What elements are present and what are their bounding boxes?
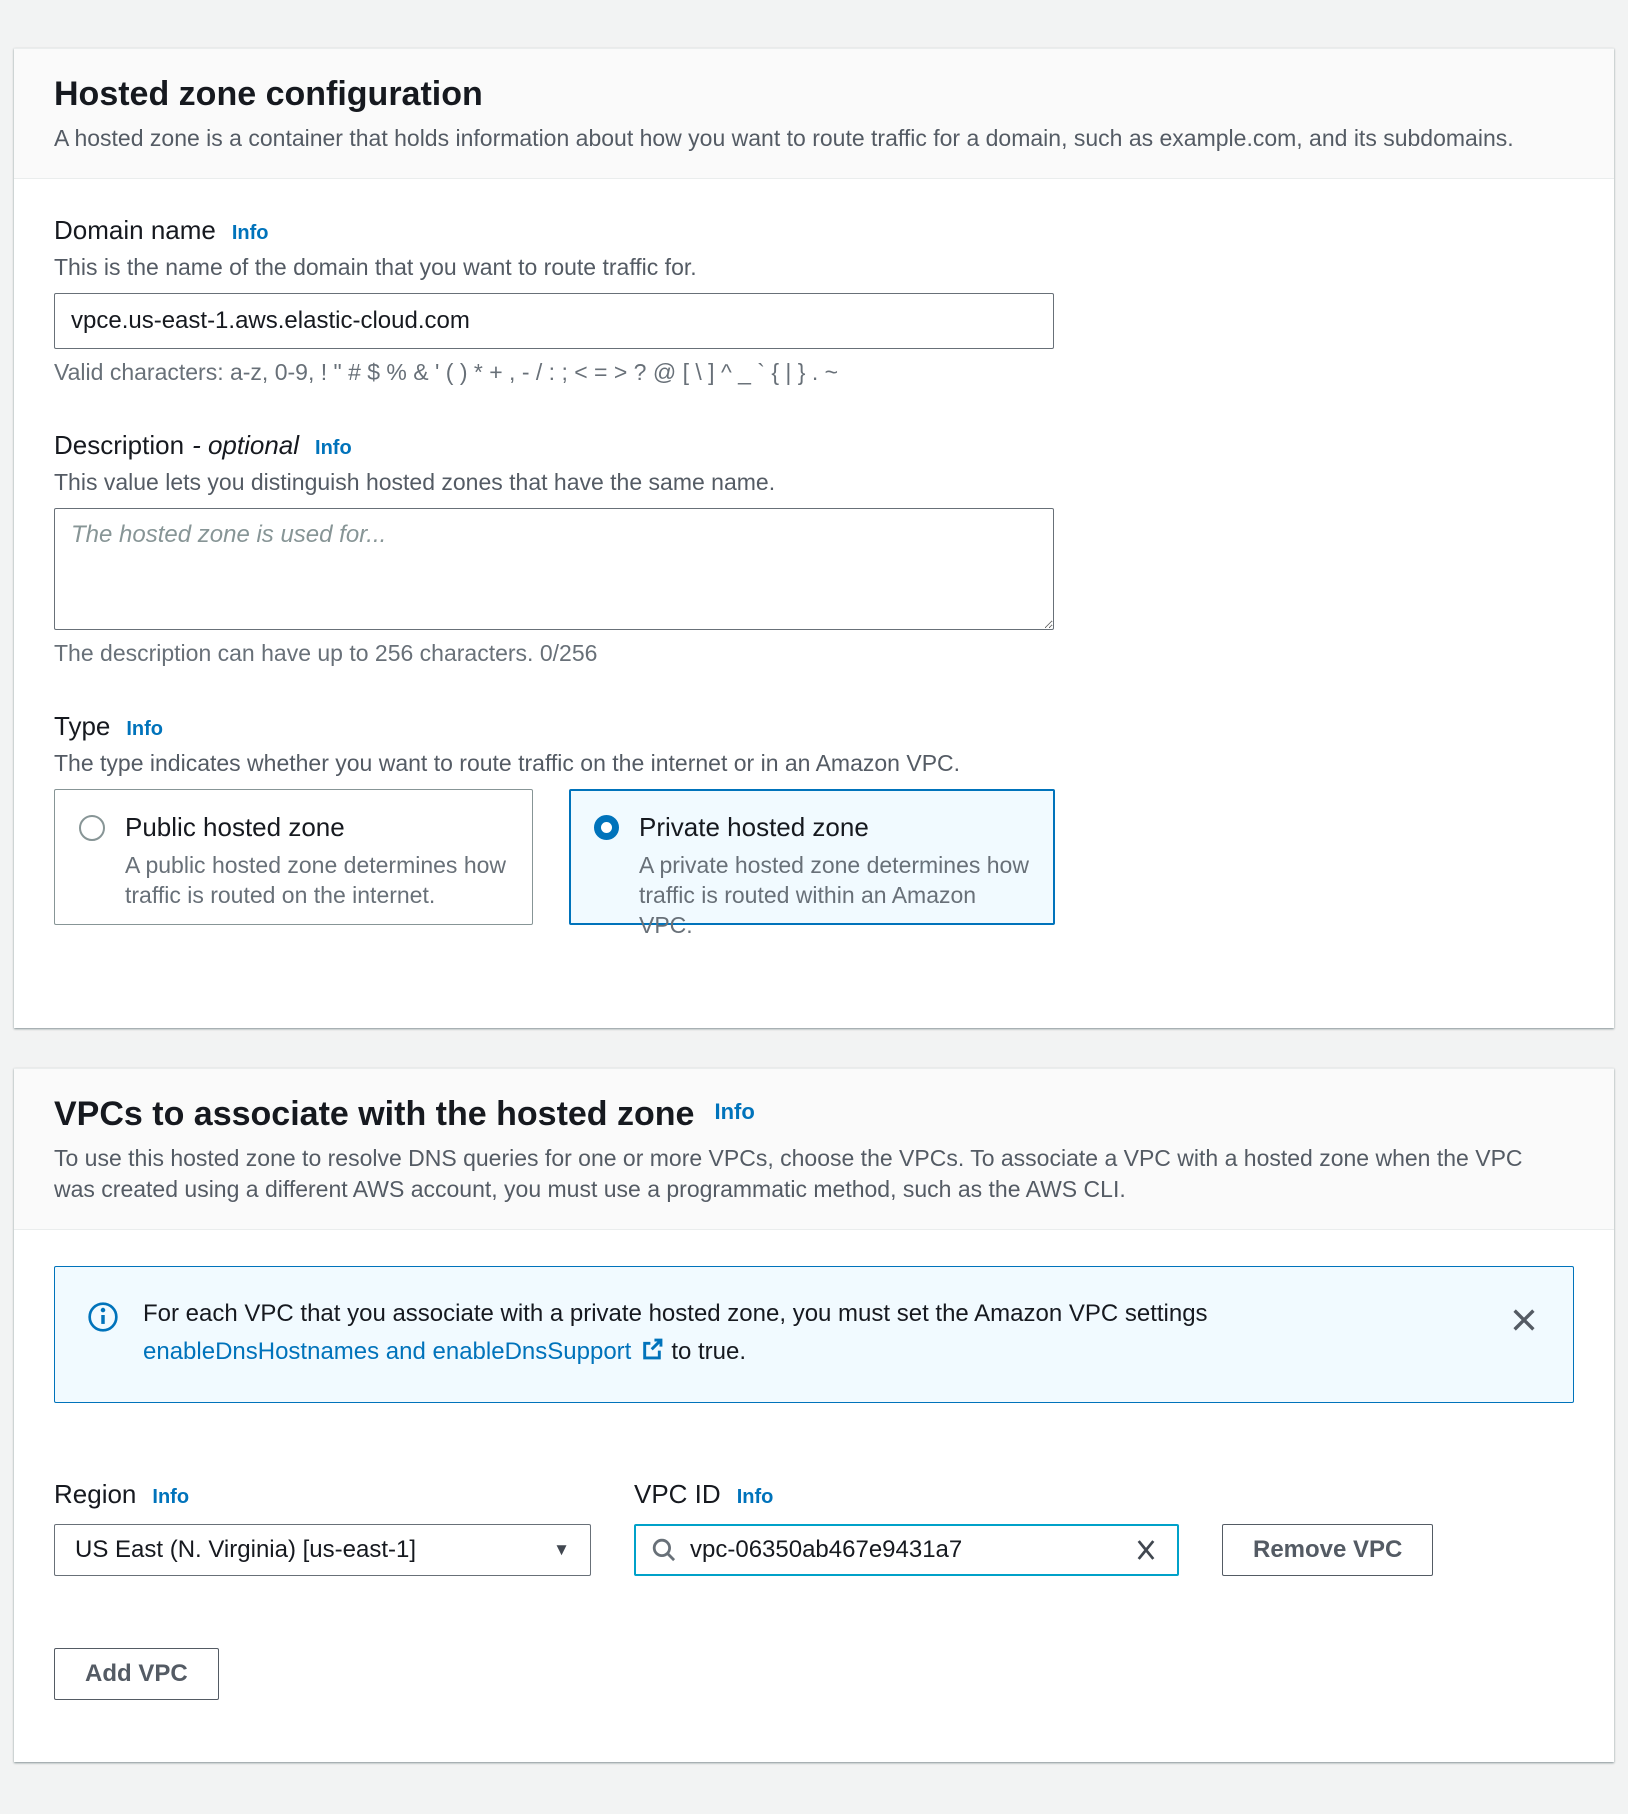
domain-name-description: This is the name of the domain that you want to route traffic for. — [54, 254, 697, 280]
private-hosted-zone-option[interactable] — [569, 789, 1055, 938]
private-hosted-zone-radio[interactable] — [594, 815, 619, 840]
add-vpc-button[interactable]: Add VPC — [54, 1648, 219, 1700]
description-field-description: This value lets you distinguish hosted zones that have the same name. — [54, 469, 776, 495]
type-radio-group — [54, 789, 1574, 938]
card-title: Hosted zone configuration — [54, 75, 483, 113]
vpc-card-info-link[interactable]: Info — [714, 1099, 755, 1124]
description-label-row — [54, 430, 1574, 461]
alert-text-after-link: to true. — [671, 1338, 747, 1365]
card-description: A hosted zone is a container that holds information about how you want to route traffic for a domain, such as example.com, and its subdomains. — [54, 125, 1514, 151]
vpc-settings-info-alert — [54, 1266, 1574, 1403]
vpc-id-input[interactable] — [690, 1536, 1117, 1564]
public-hosted-zone-description: A public hosted zone determines how traffic is routed on the internet. — [125, 852, 507, 908]
hosted-zone-config-card — [14, 48, 1614, 1028]
clear-icon — [1133, 1551, 1159, 1566]
type-label-row — [54, 711, 1574, 742]
description-field — [54, 430, 1574, 667]
vpc-id-label: VPC ID — [634, 1479, 721, 1509]
alert-text-line-2 — [143, 1333, 1479, 1374]
vpc-id-info-link[interactable]: Info — [736, 1486, 774, 1508]
alert-close-button[interactable] — [1503, 1299, 1545, 1341]
alert-text-line-1: For each VPC that you associate with a private hosted zone, you must set the Amazon VPC settings — [143, 1300, 1208, 1327]
description-optional-label: - optional — [192, 430, 300, 460]
public-hosted-zone-title: Public hosted zone — [125, 812, 345, 842]
domain-name-label: Domain name — [54, 215, 216, 245]
vpc-id-label-row — [634, 1479, 1179, 1510]
region-select-value: US East (N. Virginia) [us-east-1] — [75, 1536, 417, 1563]
page — [0, 48, 1628, 1814]
hosted-zone-config-header — [14, 49, 1614, 179]
info-circle-icon — [87, 1301, 119, 1338]
domain-name-info-link[interactable]: Info — [231, 222, 269, 244]
vpc-associate-header — [14, 1069, 1614, 1230]
public-hosted-zone-option[interactable] — [54, 789, 533, 925]
region-label-row — [54, 1479, 591, 1510]
vpc-id-search-box — [634, 1524, 1179, 1576]
external-link-icon — [639, 1341, 665, 1368]
region-info-link[interactable]: Info — [152, 1486, 190, 1508]
close-icon — [1509, 1323, 1539, 1338]
domain-name-label-row — [54, 215, 1574, 246]
private-hosted-zone-description: A private hosted zone determines how traffic is routed within an Amazon VPC. — [639, 852, 1029, 938]
public-hosted-zone-radio[interactable] — [79, 815, 105, 841]
vpc-associate-body — [14, 1230, 1614, 1740]
type-field — [54, 711, 1574, 938]
enable-dns-link[interactable]: enableDnsHostnames and enableDnsSupport — [143, 1338, 632, 1365]
type-description: The type indicates whether you want to route traffic on the internet or in an Amazon VPC. — [54, 750, 961, 776]
domain-name-field — [54, 215, 1574, 386]
description-constraint: The description can have up to 256 characters. 0/256 — [54, 640, 598, 666]
region-select[interactable] — [54, 1524, 591, 1576]
caret-down-icon: ▼ — [553, 1540, 570, 1559]
description-info-link[interactable]: Info — [315, 437, 352, 459]
description-textarea[interactable] — [54, 508, 1054, 630]
vpc-card-title: VPCs to associate with the hosted zone — [54, 1095, 695, 1133]
vpc-entry-row — [54, 1479, 1574, 1576]
description-label: Description — [54, 430, 185, 460]
vpc-associate-card — [14, 1068, 1614, 1762]
domain-name-constraint: Valid characters: a-z, 0-9, ! " # $ % & ' ( ) * + , - / : ; < = > ? @ [ \ ] ^ _ ` { | } . ~ — [54, 359, 839, 385]
hosted-zone-config-body — [14, 179, 1614, 965]
clear-vpc-id-button[interactable] — [1129, 1533, 1163, 1567]
vpc-card-description: To use this hosted zone to resolve DNS queries for one or more VPCs, choose the VPCs. To associate a VPC with a hosted zone when the VPC was created using a different AWS account, you must use a programmatic method, such as the AWS CLI. — [54, 1145, 1523, 1202]
region-label: Region — [54, 1479, 137, 1509]
search-icon — [650, 1536, 678, 1564]
remove-vpc-button[interactable]: Remove VPC — [1222, 1524, 1433, 1576]
domain-name-input[interactable] — [54, 293, 1054, 349]
private-hosted-zone-texts — [639, 812, 1030, 938]
alert-text — [143, 1295, 1479, 1374]
type-info-link[interactable]: Info — [126, 718, 164, 740]
public-hosted-zone-texts — [125, 812, 508, 908]
type-label: Type — [54, 711, 111, 741]
private-hosted-zone-title: Private hosted zone — [639, 812, 869, 842]
